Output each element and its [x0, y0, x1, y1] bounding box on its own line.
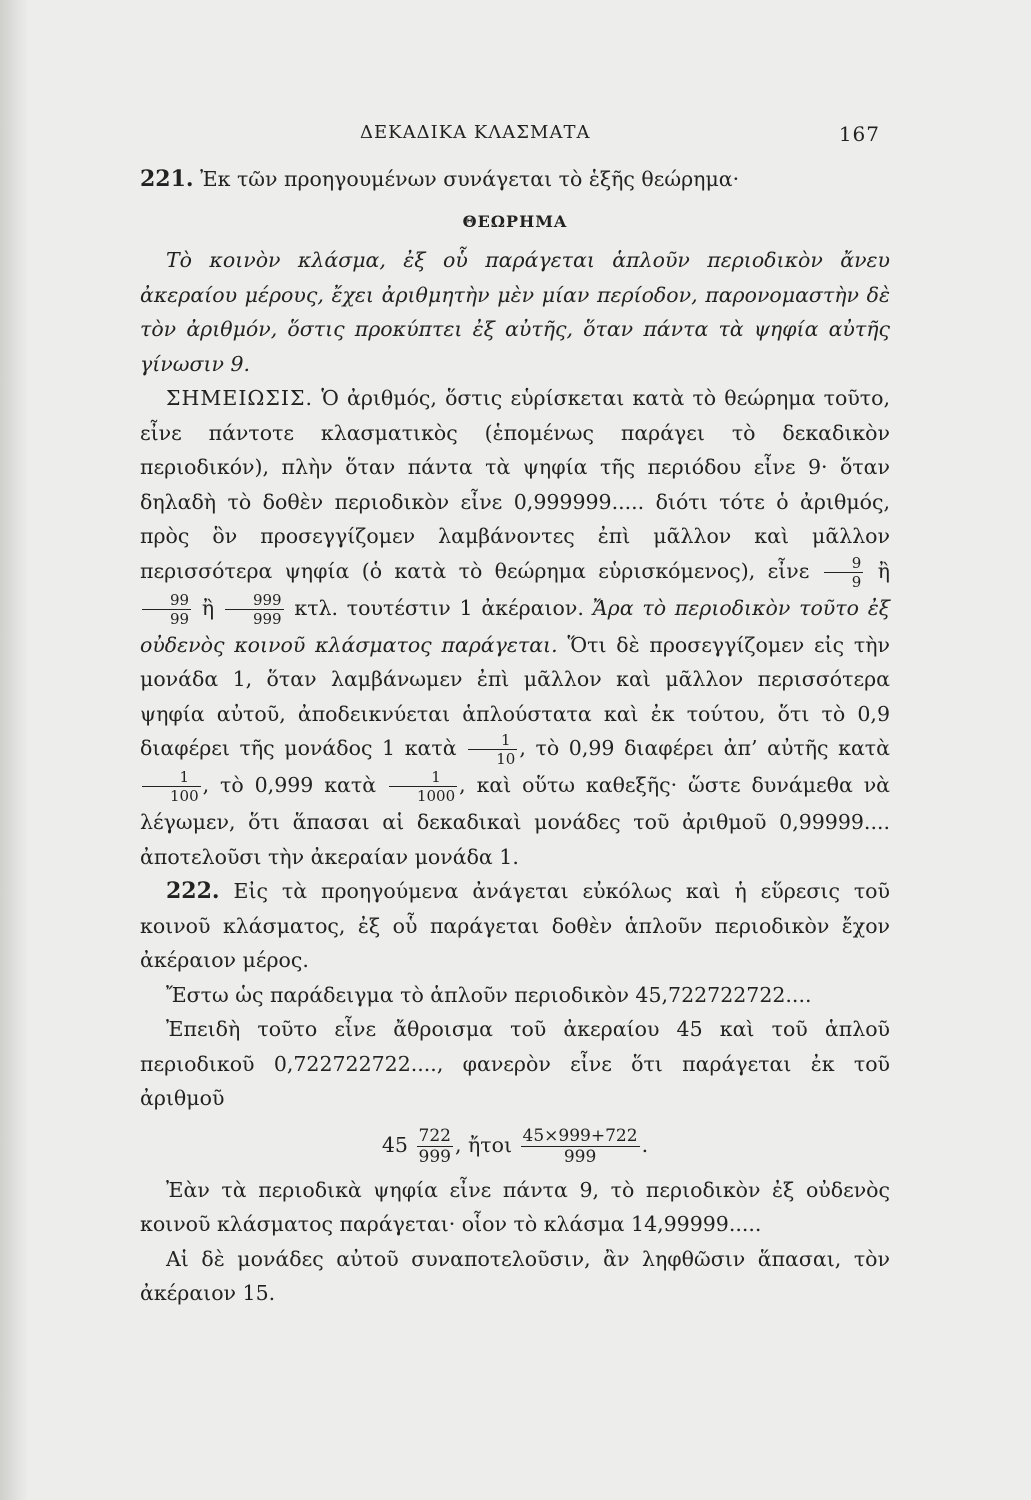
- note-paragraph: [140, 381, 890, 874]
- formula: [140, 1126, 890, 1167]
- italic-conclusion: Ἄρα τὸ περιοδικὸν τοῦτο ἐξ οὐδενὸς κοινοῦ κλάσματος παράγεται.: [140, 595, 890, 657]
- nines-paragraph: Ἐὰν τὰ περιοδικὰ ψηφία εἶνε πάντα 9, τὸ περιοδικὸν ἐξ οὐδενὸς κοινοῦ κλάσματος παράγεται· οἷον τὸ κλάσμα 14,99999.....: [140, 1177, 890, 1236]
- theorem-statement: Τὸ κοινὸν κλάσμα, ἐξ οὗ παράγεται ἁπλοῦν περιοδικὸν ἄνευ ἀκεραίου μέρους, ἔχει ἀριθμητὴν μὲν μίαν περίοδον, παρονομαστὴν δὲ τὸν ἀριθμόν, ὅστις προκύπτει ἐξ αὐτῆς, ὅταν πάντα τὰ ψηφία αὐτῆς γίνωσιν 9.: [140, 248, 890, 376]
- section-number: 222.: [166, 878, 220, 904]
- formula-integer: 45: [381, 1132, 408, 1157]
- example-paragraph: Ἔστω ὡς παράδειγμα τὸ ἁπλοῦν περιοδικὸν 45,722722722....: [166, 982, 812, 1007]
- formula-word: , ἤτοι: [454, 1132, 513, 1157]
- section-221-intro: [140, 162, 890, 197]
- paragraph-text: , τὸ 0,99 διαφέρει ἀπ’ αὐτῆς κατὰ: [519, 736, 890, 760]
- paragraph-text: , καὶ οὕτω καθεξῆς· ὥστε δυνάμεθα νὰ λέγωμεν, ὅτι ἅπασαι αἱ δεκαδικαὶ μονάδες τοῦ ἀριθμοῦ 0,99999.... ἀποτελοῦσι τὴν ἀκεραίαν μονάδα 1.: [140, 773, 890, 869]
- explanation-paragraph: Ἐπειδὴ τοῦτο εἶνε ἄθροισμα τοῦ ἀκεραίου 45 καὶ τοῦ ἁπλοῦ περιοδικοῦ 0,722722722...., φανερὸν εἶνε ὅτι παράγεται ἐκ τοῦ ἀριθμοῦ: [140, 1017, 890, 1110]
- fraction-99-99: $\frac{99}{99}$: [142, 591, 191, 628]
- page-body: [140, 162, 890, 1311]
- page-number: 167: [838, 122, 880, 146]
- theorem-title: ΘΕΩΡΗΜΑ: [462, 211, 568, 231]
- fraction-1-100: $\frac{1}{100}$: [142, 768, 201, 805]
- formula-fraction-722-999: $\frac{722}{999}$: [418, 1125, 451, 1167]
- paragraph-text: κτλ. τουτέστιν 1 ἀκέραιον.: [294, 595, 584, 620]
- periodic-value: 0,999999.....: [513, 489, 645, 514]
- paragraph-text: , τὸ 0,999 κατὰ: [202, 773, 377, 797]
- fraction-1-10: $\frac{1}{10}$: [468, 731, 517, 768]
- paragraph-text: Ὅτι δὲ προσεγγίζομεν εἰς τὴν μονάδα 1, ὅταν λαμβάνωμεν ἐπὶ μᾶλλον καὶ μᾶλλον περισσότερα ψηφία αὐτοῦ, ἀποδεικνύεται ἁπλούστατα καὶ ἐκ τούτου, ὅτι τὸ 0,9 διαφέρει τῆς μονάδος 1 κατὰ: [140, 632, 890, 760]
- conjunction: ἢ: [877, 558, 890, 583]
- paragraph-text: διότι τότε ὁ ἀριθμός, πρὸς ὃν προσεγγίζομεν λαμβάνοντες ἐπὶ μᾶλλον καὶ μᾶλλον περισσότερα ψηφία (ὁ κατὰ τὸ θεώρημα εὑρισκόμενος), εἶνε: [140, 489, 890, 583]
- note-heading: ΣΗΜΕΙΩΣΙΣ.: [166, 386, 314, 410]
- paragraph-text: Ὁ ἀριθμός, ὅστις εὑρίσκεται κατὰ τὸ θεώρημα τοῦτο, εἶνε πάντοτε κλασματικὸς (ἑπομένως παράγει τὸ δεκαδικὸν περιοδικόν), πλὴν ὅταν πάντα τὰ ψηφία τῆς περιόδου εἶνε 9· ὅταν δηλαδὴ τὸ δοθὲν περιοδικὸν εἶνε: [140, 386, 890, 514]
- chapter-title: ΔΕΚΑΔΙΚΑ ΚΛΑΣΜΑΤΑ: [360, 122, 591, 143]
- fraction-9-9: $\frac{9}{9}$: [824, 554, 864, 591]
- paragraph-text: Εἰς τὰ προηγούμενα ἀνάγεται εὐκόλως καὶ ἡ εὕρεσις τοῦ κοινοῦ κλάσματος, ἐξ οὗ παράγεται δοθὲν ἁπλοῦν περιοδικὸν ἔχον ἀκέραιον μέρος.: [140, 879, 890, 972]
- formula-fraction-result: $\frac{45\times 999+722}{999}$: [522, 1125, 638, 1167]
- conjunction: ἢ: [201, 595, 215, 620]
- formula-end: .: [641, 1132, 649, 1157]
- closing-paragraph: Αἱ δὲ μονάδες αὐτοῦ συναποτελοῦσιν, ἂν ληφθῶσιν ἅπασαι, τὸν ἀκέραιον 15.: [140, 1246, 890, 1305]
- section-number: 221.: [140, 166, 194, 192]
- paragraph-text: Ἐκ τῶν προηγουμένων συνάγεται τὸ ἑξῆς θεώρημα·: [200, 167, 740, 191]
- fraction-999-999: $\frac{999}{999}$: [225, 591, 284, 628]
- fraction-1-1000: $\frac{1}{1000}$: [389, 768, 457, 805]
- page-spine-shadow: [0, 0, 28, 1500]
- section-222-paragraph: [140, 874, 890, 978]
